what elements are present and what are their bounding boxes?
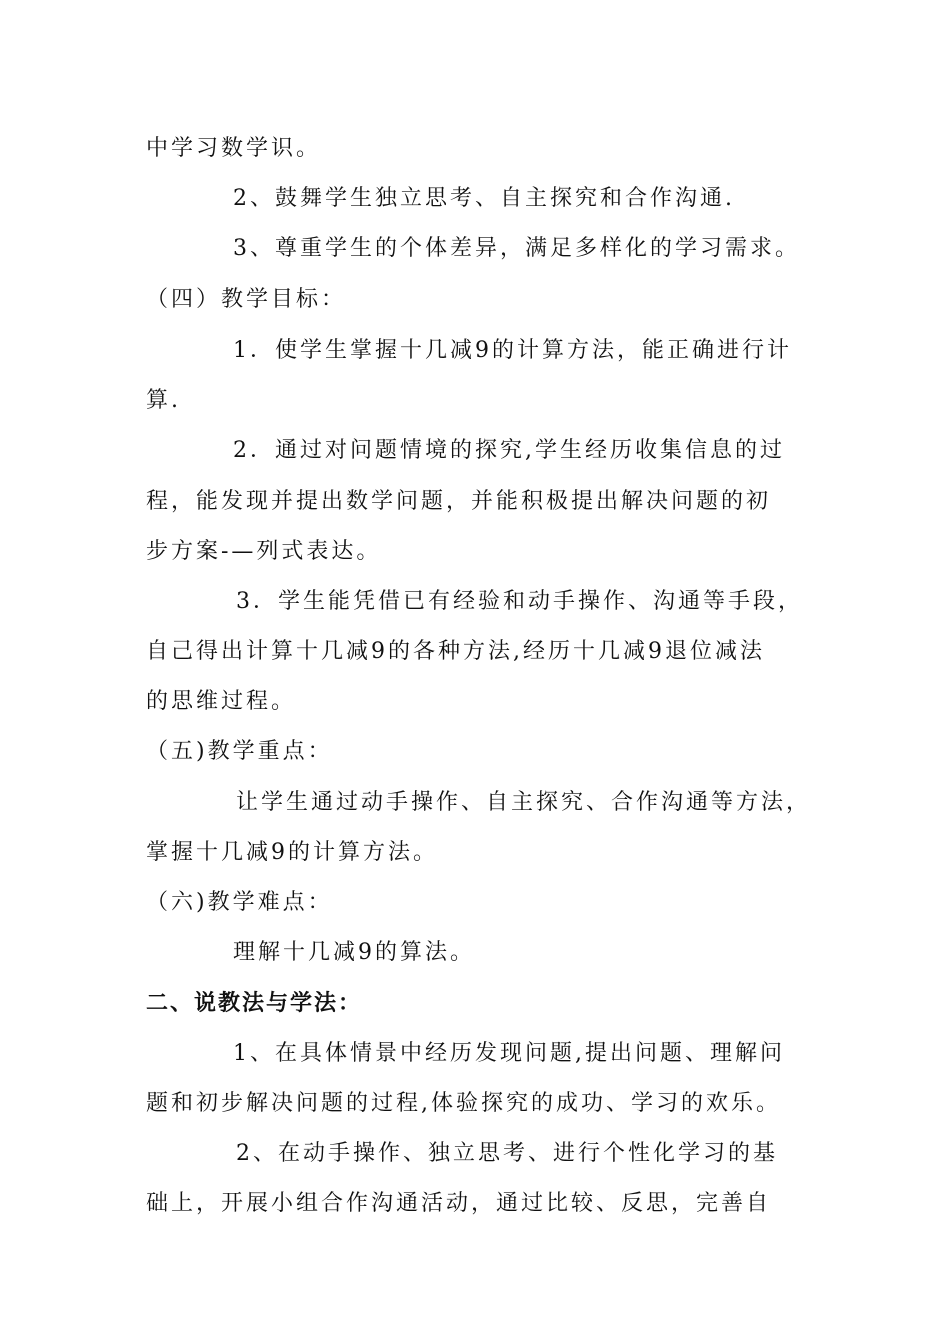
text-line: 2．通过对问题情境的探究,学生经历收集信息的过 (233, 438, 785, 463)
section-heading: （四）教学目标： (146, 287, 347, 312)
text-line: 题和初步解决问题的过程,体验探究的成功、学习的欢乐。 (146, 1091, 781, 1116)
text-line: 2、在动手操作、独立思考、进行个性化学习的基 (236, 1141, 778, 1166)
chapter-heading: 二、说教法与学法： (146, 991, 363, 1016)
text-line: 中学习数学识。 (146, 136, 322, 161)
text-line: 1、在具体情景中经历发现问题,提出问题、理解问 (233, 1041, 785, 1066)
text-line: 步方案-—列式表达。 (146, 539, 382, 564)
text-line: 1．使学生掌握十几减9的计算方法，能正确进行计 (233, 338, 792, 363)
text-line: 理解十几减9的算法。 (233, 940, 475, 965)
text-line: 自己得出计算十几减9的各种方法,经历十几减9退位减法 (146, 639, 765, 664)
text-line: 础上，开展小组合作沟通活动，通过比较、反思，完善自 (146, 1191, 772, 1216)
section-heading: （五)教学重点： (146, 739, 333, 764)
text-line: 程，能发现并提出数学问题，并能积极提出解决问题的初 (146, 489, 772, 514)
section-heading: （六)教学难点： (146, 890, 333, 915)
text-line: 3、尊重学生的个体差异，满足多样化的学习需求。 (233, 236, 800, 261)
text-line: 算. (146, 388, 181, 413)
text-line: 让学生通过动手操作、自主探究、合作沟通等方法， (236, 790, 812, 815)
text-line: 2、鼓舞学生独立思考、自主探究和合作沟通. (233, 186, 735, 211)
text-line: 掌握十几减9的计算方法。 (146, 840, 438, 865)
text-line: 3．学生能凭借已有经验和动手操作、沟通等手段， (236, 589, 803, 614)
text-line: 的思维过程。 (146, 689, 297, 714)
